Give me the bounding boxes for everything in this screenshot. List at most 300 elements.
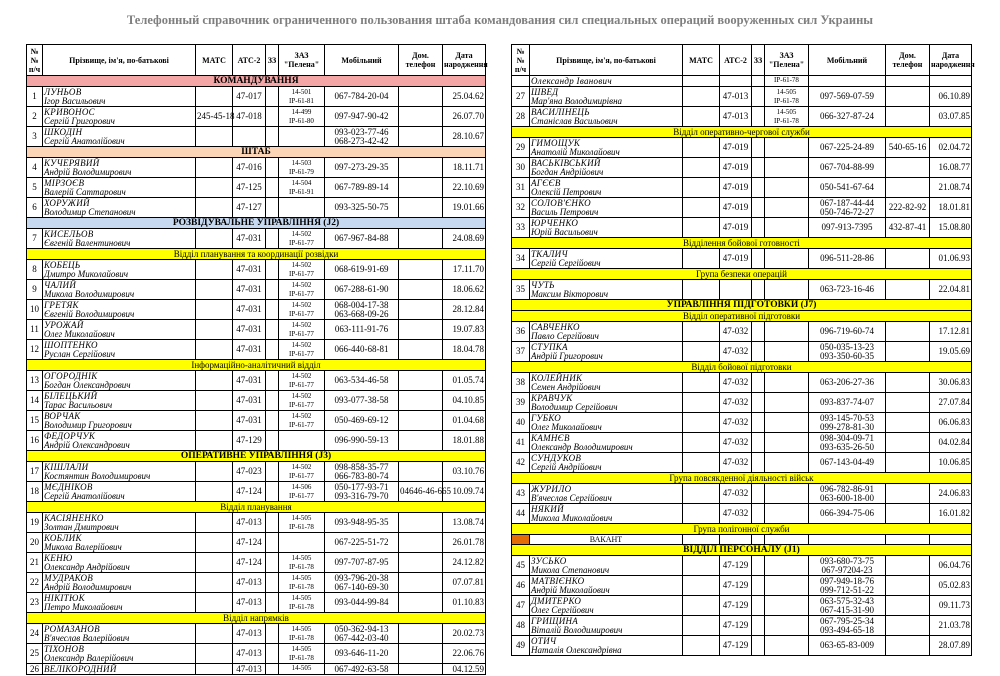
- row-number: 23: [27, 593, 43, 613]
- mobile-number-1: 066-394-75-06: [820, 508, 874, 519]
- mobile-number-2: 067-442-03-40: [334, 632, 389, 643]
- section-title: УПРАВЛІННЯ ПІДГОТОВКИ (J7): [512, 300, 972, 311]
- header-num: №№ п/ч: [27, 45, 43, 76]
- table-row-partial: [512, 76, 972, 87]
- home-phone: [886, 504, 930, 524]
- section-title: Відділ планування: [27, 502, 486, 513]
- row-number: 30: [512, 158, 530, 178]
- home-phone: [399, 280, 443, 300]
- table-row: [512, 373, 972, 393]
- surname: КОЛЕЙНИК: [531, 373, 583, 383]
- mobile-number-1: 050-035-13-23: [820, 342, 874, 352]
- zaz-pelena: [279, 340, 325, 360]
- zaz-pelena: IP-61-78: [765, 76, 809, 87]
- zaz-pelena: [279, 553, 325, 573]
- home-phone: [399, 371, 443, 391]
- mobile-number-1: 050-362-94-13: [334, 624, 389, 634]
- person-name: [43, 482, 196, 502]
- mobile-number-1: 093-077-38-58: [334, 395, 389, 406]
- birth-date: 10.06.85: [930, 453, 972, 473]
- given-names: Олексій Петрович: [531, 186, 602, 197]
- given-names: Петро Миколайович: [44, 601, 123, 612]
- person-name: [43, 127, 196, 147]
- mobile-phone: [325, 391, 399, 411]
- z3-cell: [752, 373, 765, 393]
- zaz-number: 14-502: [291, 341, 312, 349]
- mobile-number-2: 093-350-60-35: [820, 350, 874, 361]
- zaz-ip: IP-61-77: [289, 491, 314, 500]
- section-title: Відділ оперативно-чергової служби: [512, 127, 972, 138]
- mobile-phone: [809, 138, 886, 158]
- ats2-phone: [720, 280, 752, 300]
- zaz-ip: IP-61-78: [774, 96, 799, 105]
- person-name: [530, 138, 683, 158]
- ats2-phone: 47-019: [720, 198, 752, 218]
- row-number: 26: [27, 664, 43, 675]
- row-number: 5: [27, 178, 43, 198]
- table-row: [27, 87, 486, 107]
- zaz-number: 14-502: [291, 372, 312, 380]
- birth-date: 27.07.84: [930, 393, 972, 413]
- birth-date: 18.01.81: [930, 198, 972, 218]
- z3-cell: [752, 322, 765, 342]
- home-phone: [886, 76, 930, 87]
- section-title: Відділ планування та координації розвідки: [27, 249, 486, 260]
- section-title: Відділ оперативної підготовки: [512, 311, 972, 322]
- birth-date: 21.08.74: [930, 178, 972, 198]
- person-name: [530, 87, 683, 107]
- person-name: [43, 280, 196, 300]
- given-names: Микола Валерійович: [44, 541, 122, 552]
- mats-phone: [683, 413, 720, 433]
- person-name: [43, 260, 196, 280]
- person-name: [530, 178, 683, 198]
- given-names: Микола Миколайович: [531, 512, 613, 523]
- surname: КОБЛИК: [44, 533, 82, 543]
- mobile-phone: [809, 433, 886, 453]
- given-names: Володимир Степанович: [44, 206, 136, 217]
- surname: ТКАЛИЧ: [531, 249, 568, 259]
- mats-phone: [196, 664, 233, 675]
- zaz-number: 14-505: [291, 594, 312, 602]
- ats2-phone: 47-031: [233, 320, 266, 340]
- ats2-phone: 47-023: [233, 462, 266, 482]
- person-name: [43, 593, 196, 613]
- row-number: 45: [512, 556, 530, 576]
- surname: МАТВІЄНКО: [531, 576, 585, 586]
- mobile-phone: [809, 280, 886, 300]
- given-names: Мар'яна Володимирівна: [531, 95, 623, 106]
- given-names: Андрій Григорович: [531, 350, 603, 361]
- mats-phone: [196, 533, 233, 553]
- surname: ШОПТЕНКО: [44, 340, 98, 350]
- zaz-pelena: [279, 644, 325, 664]
- mats-phone: [196, 260, 233, 280]
- mobile-number-1: 098-858-35-77: [334, 462, 389, 472]
- z3-cell: [752, 249, 765, 269]
- birth-date: [930, 76, 972, 87]
- zaz-ip: IP-61-78: [289, 562, 314, 571]
- person-name: [530, 616, 683, 636]
- surname: СУНДУКОВ: [531, 453, 582, 463]
- given-names: Олег Миколайович: [531, 421, 602, 432]
- section-header: [27, 76, 486, 87]
- row-number: 49: [512, 636, 530, 656]
- given-names: Дмитро Миколайович: [44, 268, 129, 279]
- empty-cell: [930, 535, 972, 545]
- zaz-ip: IP-61-77: [289, 269, 314, 278]
- ats2-phone: 47-016: [233, 158, 266, 178]
- mobile-number-1: 050-541-67-64: [820, 182, 874, 193]
- ats2-phone: 47-129: [720, 576, 752, 596]
- surname: КИСЕЛЬОВ: [44, 229, 94, 239]
- birth-date: 19.07.83: [443, 320, 486, 340]
- z3-cell: [266, 198, 279, 218]
- zaz-number: 14-499: [291, 108, 312, 116]
- person-name: [530, 413, 683, 433]
- mobile-number-1: 093-145-70-53: [820, 413, 874, 423]
- surname: КАСІЯНЕНКО: [44, 513, 104, 523]
- table-row: [27, 127, 486, 147]
- birth-date: 26.01.78: [443, 533, 486, 553]
- section-header: [27, 147, 486, 158]
- given-names: Олександр Володимирович: [531, 441, 633, 452]
- section-header: [512, 524, 972, 535]
- person-name: [530, 636, 683, 656]
- person-name: [43, 553, 196, 573]
- table-row: [512, 433, 972, 453]
- ats2-phone: 47-032: [720, 322, 752, 342]
- ats2-phone: 47-013: [233, 513, 266, 533]
- person-name: [43, 624, 196, 644]
- section-title: КОМАНДУВАННЯ: [27, 76, 486, 87]
- mobile-number-2: 099-278-81-30: [820, 421, 874, 432]
- mobile-phone: [325, 320, 399, 340]
- zaz-ip: IP-61-77: [289, 380, 314, 389]
- zaz-ip: IP-61-78: [289, 602, 314, 611]
- mobile-phone: [809, 504, 886, 524]
- mats-phone: [683, 218, 720, 238]
- mats-phone: [196, 391, 233, 411]
- mats-phone: [683, 484, 720, 504]
- header-zaz: ЗАЗ "Пелена": [765, 45, 809, 76]
- mobile-number-1: 096-782-86-91: [820, 484, 874, 494]
- zaz-ip: IP-61-78: [289, 582, 314, 591]
- zaz-pelena: [279, 107, 325, 127]
- home-phone: [399, 664, 443, 675]
- z3-cell: [266, 260, 279, 280]
- table-row: [27, 340, 486, 360]
- z3-cell: [752, 107, 765, 127]
- zaz-ip: IP-61-78: [289, 653, 314, 662]
- z3-cell: [266, 127, 279, 147]
- row-number: 19: [27, 513, 43, 533]
- section-title: Відділ напрямків: [27, 613, 486, 624]
- mats-phone: [683, 178, 720, 198]
- section-header: [512, 473, 972, 484]
- birth-date: 28.07.89: [930, 636, 972, 656]
- row-number: 24: [27, 624, 43, 644]
- table-row: [512, 342, 972, 362]
- ats2-phone: 47-019: [720, 218, 752, 238]
- person-name: [43, 644, 196, 664]
- zaz-pelena: [765, 433, 809, 453]
- row-number: 29: [512, 138, 530, 158]
- zaz-ip: IP-61-77: [289, 289, 314, 298]
- z3-cell: [266, 593, 279, 613]
- zaz-pelena: [279, 260, 325, 280]
- surname: Олександр Іванович: [531, 76, 612, 86]
- mobile-number-1: 063-723-16-46: [820, 284, 874, 295]
- z3-cell: [752, 556, 765, 576]
- mats-phone: [683, 556, 720, 576]
- header-z3: ЗЗ: [752, 45, 765, 76]
- zaz-pelena: [765, 280, 809, 300]
- mobile-number-2: 093-494-65-18: [820, 624, 874, 635]
- birth-date: 22.04.81: [930, 280, 972, 300]
- zaz-pelena: [765, 576, 809, 596]
- mats-phone: [683, 249, 720, 269]
- mats-phone: [196, 320, 233, 340]
- section-header: [512, 238, 972, 249]
- mobile-phone: [325, 260, 399, 280]
- home-phone: [399, 260, 443, 280]
- row-number: 4: [27, 158, 43, 178]
- header-mobile: Мобільний: [809, 45, 886, 76]
- mobile-phone: [325, 158, 399, 178]
- given-names: Тарас Васильович: [44, 399, 113, 410]
- zaz-number: 14-503: [291, 159, 312, 167]
- section-header: [512, 300, 972, 311]
- mats-phone: [683, 322, 720, 342]
- zaz-ip: IP-61-81: [289, 96, 314, 105]
- given-names: Віталій Володимирович: [531, 624, 623, 635]
- mobile-phone: [809, 636, 886, 656]
- table-row: [512, 87, 972, 107]
- header-home-phone: Дом. телефон: [399, 45, 443, 76]
- mats-phone: [683, 453, 720, 473]
- mobile-phone: [809, 556, 886, 576]
- directory-table-right: [511, 44, 975, 656]
- mobile-phone: [325, 533, 399, 553]
- table-row: [512, 280, 972, 300]
- surname: ФЕДОРЧУК: [44, 431, 96, 441]
- table-row: [27, 391, 486, 411]
- surname: ЗУСЬКО: [531, 556, 567, 566]
- ats2-phone: 47-032: [720, 433, 752, 453]
- table-row: [512, 393, 972, 413]
- zaz-pelena: [765, 596, 809, 616]
- section-header: [27, 502, 486, 513]
- mobile-number-1: 093-646-11-20: [334, 648, 389, 659]
- birth-date: 24.06.83: [930, 484, 972, 504]
- home-phone: [886, 158, 930, 178]
- row-number: 37: [512, 342, 530, 362]
- table-row: [512, 249, 972, 269]
- row-number: 38: [512, 373, 530, 393]
- table-row: [512, 218, 972, 238]
- mobile-number-1: 068-619-91-69: [334, 264, 389, 275]
- zaz-pelena: [765, 342, 809, 362]
- surname: ВАСЬКІВСЬКИЙ: [531, 158, 601, 168]
- table-row: [512, 556, 972, 576]
- surname: МУДРАКОВ: [44, 573, 94, 583]
- person-name: [530, 504, 683, 524]
- mats-phone: [196, 300, 233, 320]
- person-name: [530, 218, 683, 238]
- home-phone: [886, 249, 930, 269]
- empty-cell: [765, 535, 809, 545]
- z3-cell: [266, 280, 279, 300]
- home-phone: 222-82-92: [886, 198, 930, 218]
- z3-cell: [752, 453, 765, 473]
- mats-phone: [196, 198, 233, 218]
- zaz-pelena: [765, 249, 809, 269]
- mobile-phone: [809, 178, 886, 198]
- table-row: [27, 533, 486, 553]
- header-name: Прізвище, ім'я, по-батькові: [43, 45, 196, 76]
- section-header: [27, 613, 486, 624]
- mobile-number-1: 093-837-74-07: [820, 397, 874, 408]
- zaz-pelena: [279, 482, 325, 502]
- person-name: [43, 178, 196, 198]
- person-name: [530, 453, 683, 473]
- mobile-phone: [325, 644, 399, 664]
- surname: КЕНЮ: [44, 553, 73, 563]
- ats2-phone: 47-031: [233, 340, 266, 360]
- zaz-number: 14-502: [291, 281, 312, 289]
- zaz-ip: IP-61-79: [289, 167, 314, 176]
- given-names: Сергій Анатолійович: [44, 490, 125, 501]
- mobile-number-1: 063-575-32-43: [820, 596, 874, 606]
- section-title: Група повсякденної діяльності військ: [512, 473, 972, 484]
- mats-phone: [683, 504, 720, 524]
- given-names: Олег Миколайович: [44, 328, 115, 339]
- section-title: Інформаційно-аналітичний відділ: [27, 360, 486, 371]
- birth-date: 02.04.72: [930, 138, 972, 158]
- mobile-number-1: 063-206-27-36: [820, 377, 874, 388]
- z3-cell: [752, 198, 765, 218]
- mobile-phone: [325, 593, 399, 613]
- home-phone: 432-87-41: [886, 218, 930, 238]
- birth-date: 19.05.69: [930, 342, 972, 362]
- surname: ШКОДІН: [44, 127, 83, 137]
- home-phone: 540-65-16: [886, 138, 930, 158]
- given-names: Павло Сергійович: [531, 330, 599, 341]
- table-row: [27, 462, 486, 482]
- zaz-number: 14-502: [291, 392, 312, 400]
- ats2-phone: 47-018: [233, 107, 266, 127]
- empty-cell: [886, 535, 930, 545]
- given-names: Андрій Володимирович: [44, 166, 132, 177]
- home-phone: [399, 533, 443, 553]
- empty-cell: [683, 535, 720, 545]
- surname: КАМНЄВ: [531, 433, 570, 443]
- z3-cell: [266, 533, 279, 553]
- given-names: Наталія Олександрівна: [531, 644, 622, 655]
- given-names: Андрій Олександрович: [44, 439, 130, 450]
- birth-date: 05.02.83: [930, 576, 972, 596]
- mats-phone: [196, 593, 233, 613]
- mobile-number-1: 067-704-88-99: [820, 162, 874, 173]
- person-name: [43, 158, 196, 178]
- mobile-phone: [809, 453, 886, 473]
- z3-cell: [752, 342, 765, 362]
- zaz-ip: IP-61-77: [289, 238, 314, 247]
- ats2-phone: 47-031: [233, 280, 266, 300]
- mobile-phone: [325, 178, 399, 198]
- given-names: Семен Андрійович: [531, 381, 601, 392]
- zaz-pelena: [279, 320, 325, 340]
- row-number: 7: [27, 229, 43, 249]
- surname: ХОРУЖИЙ: [44, 198, 90, 208]
- row-number: 25: [27, 644, 43, 664]
- row-number: 35: [512, 280, 530, 300]
- z3-cell: [266, 553, 279, 573]
- birth-date: 18.04.78: [443, 340, 486, 360]
- given-names: Андрій Володимирович: [44, 581, 132, 592]
- table-row: [512, 616, 972, 636]
- ats2-phone: 47-032: [720, 373, 752, 393]
- z3-cell: [266, 573, 279, 593]
- given-names: Сергій Сергійович: [531, 257, 601, 268]
- mobile-number-1: 096-990-59-13: [334, 435, 389, 446]
- home-phone: [886, 433, 930, 453]
- table-row: [27, 644, 486, 664]
- mats-phone: [196, 280, 233, 300]
- mats-phone: [196, 371, 233, 391]
- zaz-number: 14-505: [291, 645, 312, 653]
- row-number: 18: [27, 482, 43, 502]
- row-number: 2: [27, 107, 43, 127]
- birth-date: 20.02.73: [443, 624, 486, 644]
- given-names: Анатолій Миколайович: [531, 146, 620, 157]
- mobile-phone: [809, 373, 886, 393]
- header-birth-date: Дата народження: [443, 45, 486, 76]
- person-name: [530, 198, 683, 218]
- person-name: [530, 107, 683, 127]
- mats-phone: [196, 482, 233, 502]
- mobile-phone: [325, 482, 399, 502]
- birth-date: 24.12.82: [443, 553, 486, 573]
- row-number: 34: [512, 249, 530, 269]
- directory-table-left: [26, 44, 486, 675]
- table-row: [512, 158, 972, 178]
- home-phone: [399, 229, 443, 249]
- mobile-number-1: 097-707-87-95: [334, 557, 389, 568]
- zaz-pelena: [279, 624, 325, 644]
- ats2-phone: 47-129: [720, 556, 752, 576]
- mobile-phone: [325, 280, 399, 300]
- mats-phone: [683, 138, 720, 158]
- mats-phone: [683, 576, 720, 596]
- row-number: 16: [27, 431, 43, 451]
- row-number: 46: [512, 576, 530, 596]
- surname: ЛУНЬОВ: [44, 87, 82, 97]
- given-names: Сергій Григорович: [44, 115, 115, 126]
- z3-cell: [266, 513, 279, 533]
- mats-phone: [196, 411, 233, 431]
- mobile-number-2: 099-712-51-22: [820, 584, 874, 595]
- zaz-pelena: [765, 178, 809, 198]
- birth-date: 01.10.83: [443, 593, 486, 613]
- person-name: [530, 393, 683, 413]
- mats-phone: [683, 342, 720, 362]
- mobile-number-2: 066-783-80-74: [334, 470, 389, 481]
- mats-phone: 245-45-18: [196, 107, 233, 127]
- ats2-phone: [720, 76, 752, 87]
- surname: ГРИЩИНА: [531, 616, 579, 626]
